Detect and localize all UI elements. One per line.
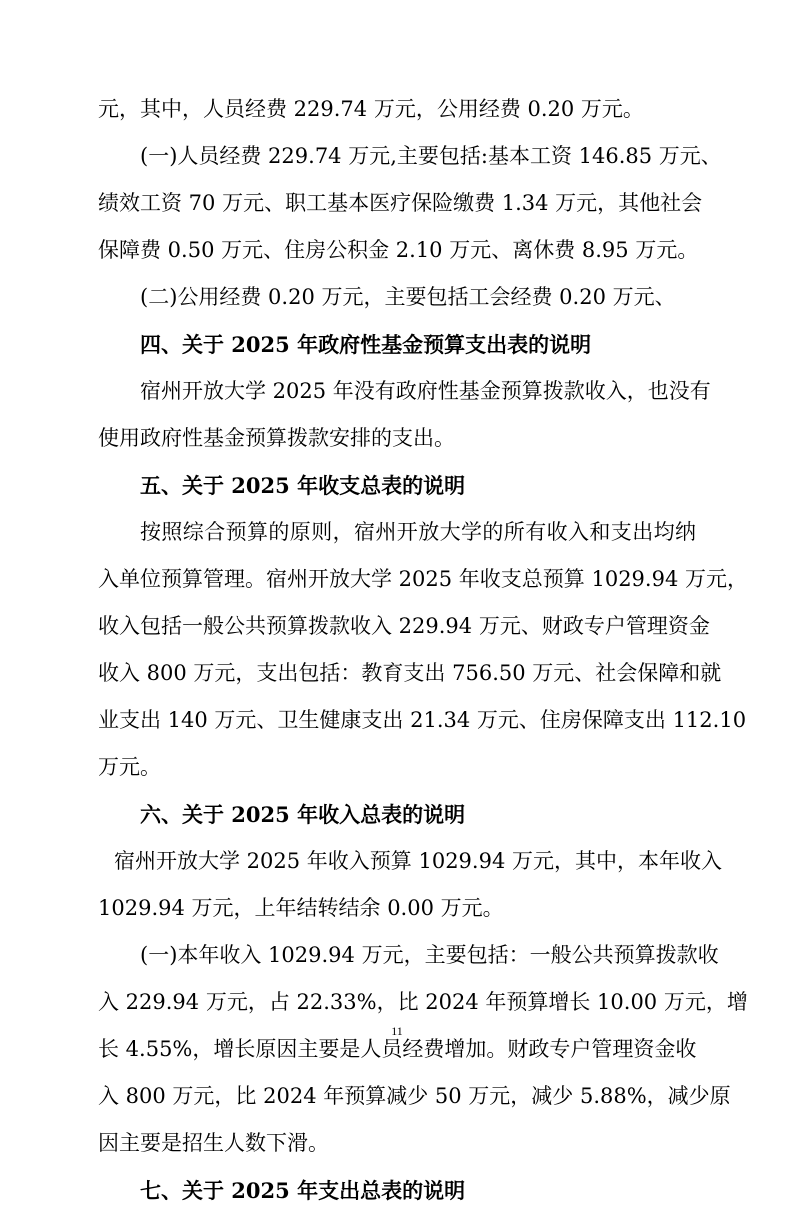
document-body bbox=[98, 86, 748, 1214]
body-line: (一)本年收入 1029.94 万元，主要包括：一般公共预算拨款收 bbox=[140, 943, 719, 967]
section-heading: 六、关于 2025 年收入总表的说明 bbox=[140, 802, 466, 827]
body-line: 元，其中，人员经费 229.74 万元，公用经费 0.20 万元。 bbox=[98, 97, 644, 121]
body-line: 1029.94 万元，上年结转结余 0.00 万元。 bbox=[98, 896, 504, 920]
body-line: 宿州开放大学 2025 年没有政府性基金预算拨款收入，也没有 bbox=[140, 379, 711, 403]
body-line: (一)人员经费 229.74 万元,主要包括:基本工资 146.85 万元、 bbox=[140, 144, 722, 168]
body-line: (二)公用经费 0.20 万元，主要包括工会经费 0.20 万元、 bbox=[140, 285, 676, 309]
body-line: 入 800 万元，比 2024 年预算减少 50 万元，减少 5.88%，减少原 bbox=[98, 1084, 731, 1108]
body-line: 绩效工资 70 万元、职工基本医疗保险缴费 1.34 万元，其他社会 bbox=[98, 191, 703, 215]
body-line: 业支出 140 万元、卫生健康支出 21.34 万元、住房保障支出 112.10 bbox=[98, 708, 747, 732]
section-heading: 五、关于 2025 年收支总表的说明 bbox=[140, 473, 466, 498]
section-heading: 七、关于 2025 年支出总表的说明 bbox=[140, 1178, 466, 1203]
body-line: 收入 800 万元，支出包括：教育支出 756.50 万元、社会保障和就 bbox=[98, 661, 722, 685]
body-line: 宿州开放大学 2025 年收入预算 1029.94 万元，其中，本年收入 bbox=[114, 849, 722, 873]
body-line: 入单位预算管理。宿州开放大学 2025 年收支总预算 1029.94 万元， bbox=[98, 567, 748, 591]
body-line: 长 4.55%，增长原因主要是人员经费增加。财政专户管理资金收 bbox=[98, 1037, 697, 1061]
body-line: 按照综合预算的原则，宿州开放大学的所有收入和支出均纳 bbox=[140, 520, 696, 544]
page-number: 11 bbox=[391, 1024, 403, 1038]
body-line: 万元。 bbox=[98, 755, 161, 779]
body-line: 入 229.94 万元，占 22.33%，比 2024 年预算增长 10.00 万元，增 bbox=[98, 990, 748, 1014]
body-line: 因主要是招生人数下滑。 bbox=[98, 1131, 329, 1155]
section-heading: 四、关于 2025 年政府性基金预算支出表的说明 bbox=[140, 332, 592, 357]
body-line: 收入包括一般公共预算拨款收入 229.94 万元、财政专户管理资金 bbox=[98, 614, 710, 638]
body-line: 使用政府性基金预算拨款安排的支出。 bbox=[98, 426, 455, 450]
body-line: 保障费 0.50 万元、住房公积金 2.10 万元、离休费 8.95 万元。 bbox=[98, 238, 699, 262]
